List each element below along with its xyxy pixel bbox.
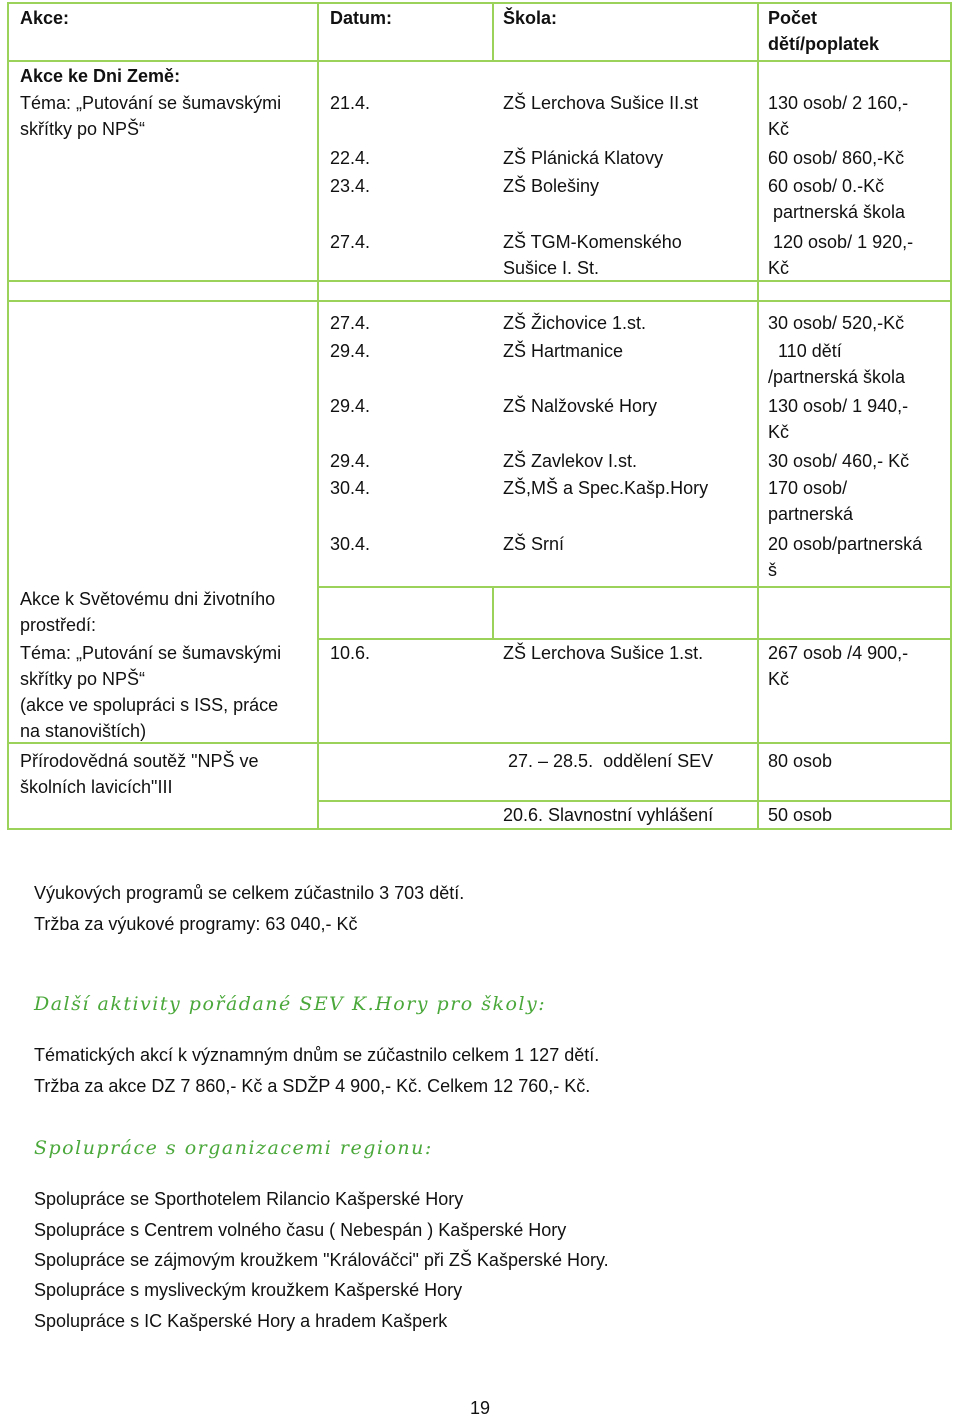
header-skola: Škola: (503, 8, 558, 28)
cooperation-item: Spolupráce s Centrem volného času ( Nebespán ) Kašperské Hory (34, 1220, 567, 1240)
row-datum: 23.4. (330, 176, 371, 196)
header-datum: Datum: (330, 8, 392, 28)
row-pocet: 20 osob/partnerská š (768, 534, 923, 580)
row-pocet: 267 osob /4 900,- Kč (768, 643, 909, 689)
table-divider (317, 586, 952, 588)
table-divider (492, 588, 494, 640)
row-datum: 10.6. (330, 643, 371, 663)
table-divider (7, 300, 952, 302)
row-skola: ZŠ Plánická Klatovy (503, 148, 664, 168)
activities-revenue: Tržba za akce DZ 7 860,- Kč a SDŽP 4 900,- Kč. Celkem 12 760,- Kč. (34, 1076, 591, 1096)
akce-title: Akce ke Dni Země: (20, 66, 181, 86)
table-divider (317, 2, 319, 828)
row-pocet: 60 osob/ 0.-Kč partnerská škola (768, 176, 906, 222)
akce-title: Akce k Světovému dni životního prostředí: (20, 589, 276, 635)
activities-participants: Tématických akcí k významným dnům se zúčastnilo celkem 1 127 dětí. (34, 1045, 600, 1065)
row-skola: 20.6. Slavnostní vyhlášení (503, 805, 714, 825)
header-akce: Akce: (20, 8, 70, 28)
row-pocet: 60 osob/ 860,-Kč (768, 148, 905, 168)
row-skola: ZŠ Lerchova Sušice 1.st. (503, 643, 704, 663)
row-pocet: 80 osob (768, 751, 833, 771)
row-skola: ZŠ Nalžovské Hory (503, 396, 658, 416)
section-heading-cooperation: Spolupráce s organizacemi regionu: (34, 1137, 433, 1159)
row-pocet: 130 osob/ 2 160,- Kč (768, 93, 909, 139)
row-datum: 29.4. (330, 451, 371, 471)
row-datum: 22.4. (330, 148, 371, 168)
row-datum: 29.4. (330, 341, 371, 361)
row-pocet: 130 osob/ 1 940,- Kč (768, 396, 909, 442)
row-pocet: 50 osob (768, 805, 833, 825)
row-datum: 30.4. (330, 478, 371, 498)
cooperation-item: Spolupráce se Sporthotelem Rilancio Kašperské Hory (34, 1189, 464, 1209)
cooperation-item: Spolupráce se zájmovým kroužkem "Králováčci" při ZŠ Kašperské Hory. (34, 1250, 609, 1270)
row-datum: 30.4. (330, 534, 371, 554)
row-datum: 27.4. (330, 313, 371, 333)
summary-revenue: Tržba za výukové programy: 63 040,- Kč (34, 914, 358, 934)
row-skola: 27. – 28.5. oddělení SEV (508, 751, 714, 771)
row-pocet: 30 osob/ 460,- Kč (768, 451, 910, 471)
row-skola: ZŠ TGM-Komenského Sušice I. St. (503, 232, 682, 278)
akce-topic: Téma: „Putování se šumavskými skřítky po NPŠ“ (20, 93, 282, 139)
row-pocet: 110 dětí /partnerská škola (768, 341, 906, 387)
akce-topic: Téma: „Putování se šumavskými skřítky po NPŠ“ (akce ve spolupráci s ISS, práce na stanovištích) (20, 643, 282, 741)
row-skola: ZŠ Lerchova Sušice II.st (503, 93, 699, 113)
row-datum: 27.4. (330, 232, 371, 252)
row-pocet: 120 osob/ 1 920,- Kč (768, 232, 914, 278)
cooperation-item: Spolupráce s IC Kašperské Hory a hradem Kašperk (34, 1311, 448, 1331)
row-skola: ZŠ Hartmanice (503, 341, 624, 361)
row-skola: ZŠ,MŠ a Spec.Kašp.Hory (503, 478, 709, 498)
cooperation-item: Spolupráce s mysliveckým kroužkem Kašperské Hory (34, 1280, 463, 1300)
page-number: 19 (469, 1398, 491, 1418)
row-pocet: 30 osob/ 520,-Kč (768, 313, 905, 333)
row-skola: ZŠ Srní (503, 534, 565, 554)
table-divider (492, 2, 494, 62)
summary-participants: Výukových programů se celkem zúčastnilo 3 703 dětí. (34, 883, 465, 903)
row-datum: 21.4. (330, 93, 371, 113)
table-divider (7, 60, 952, 62)
row-skola: ZŠ Zavlekov I.st. (503, 451, 638, 471)
section-heading-activities: Další aktivity pořádané SEV K.Hory pro školy: (34, 993, 547, 1015)
row-pocet: 170 osob/ partnerská (768, 478, 854, 524)
row-datum: 29.4. (330, 396, 371, 416)
row-skola: ZŠ Bolešiny (503, 176, 600, 196)
row-skola: ZŠ Žichovice 1.st. (503, 313, 647, 333)
table-divider (757, 2, 759, 828)
header-pocet: Počet dětí/poplatek (768, 8, 880, 54)
akce-title: Přírodovědná soutěž "NPŠ ve školních lavicích"III (20, 751, 259, 797)
